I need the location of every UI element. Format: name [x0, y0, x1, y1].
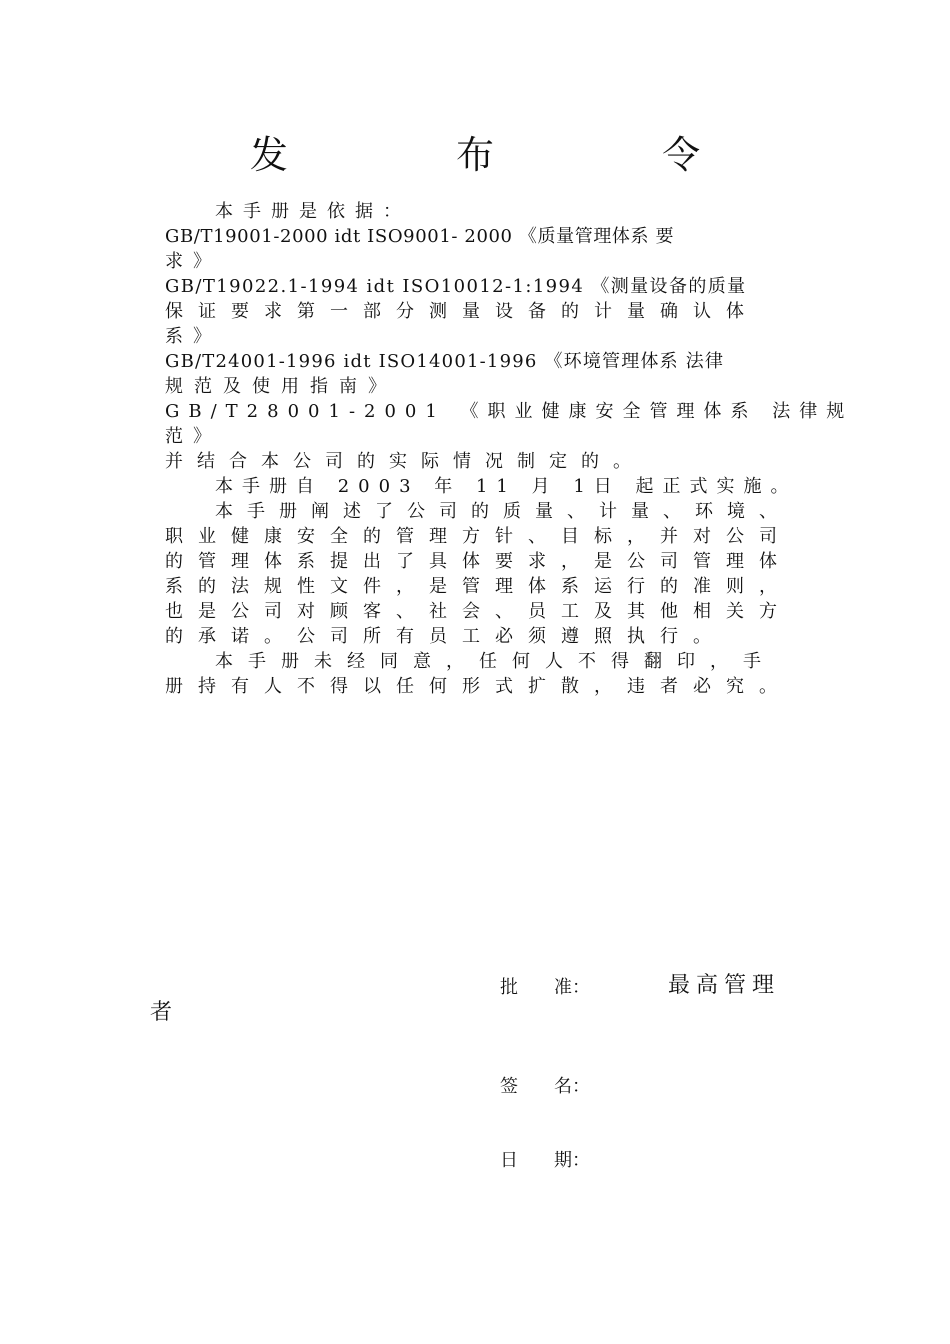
body-line-standard-4-cont: 范》 [165, 426, 221, 447]
body-line-para-1: 本手册阐述了公司的质量、计量、环境、 [215, 501, 791, 522]
body-line-para-5: 也是公司对顾客、社会、员工及其他相关方 [165, 601, 792, 622]
body-line-para-4: 系的法规性文件，是管理体系运行的准则， [165, 576, 792, 597]
approval-label: 批 准： [500, 977, 590, 998]
body-line-effective-date: 本手册自 2003 年 11 月 1日 起正式实施。 [215, 476, 798, 497]
body-line-standard-2-cont: 保证要求第一部分测量设备的计量确认体 [165, 301, 759, 322]
body-line-standard-1-cont: 求》 [165, 251, 221, 272]
body-line-standard-3: GB/T24001-1996 idt ISO14001-1996 《环境管理体系 法律 [165, 351, 725, 372]
approval-value: 最高管理 [668, 973, 781, 998]
body-line-standard-3-cont: 规范及使用指南》 [165, 376, 397, 397]
signature-label: 签 名： [500, 1076, 590, 1097]
date-label: 日 期： [500, 1150, 590, 1171]
body-line-standard-4: GB/T28001-2001 《职业健康安全管理体系 法律规 [165, 401, 854, 422]
body-line-intro: 本手册是依据： [215, 201, 411, 222]
body-line-combined: 并结合本公司的实际情况制定的。 [165, 451, 645, 472]
body-line-para-6: 的承诺。公司所有员工必须遵照执行。 [165, 626, 726, 647]
body-line-para-7: 本手册未经同意，任何人不得翻印，手 [215, 651, 776, 672]
body-line-standard-1: GB/T19001-2000 idt ISO9001- 2000 《质量管理体系 要 [165, 226, 675, 247]
body-line-para-2: 职业健康安全的管理方针、目标，并对公司 [165, 526, 792, 547]
body-line-standard-2: GB/T19022.1-1994 idt ISO10012-1:1994 《测量设备的质量 [165, 276, 747, 297]
body-line-para-8: 册持有人不得以任何形式扩散，违者必究。 [165, 676, 792, 697]
approval-value-wrap: 者 [150, 1000, 179, 1025]
page-title: 发 布 令 [249, 133, 779, 177]
body-line-standard-2-end: 系》 [165, 326, 221, 347]
body-line-para-3: 的管理体系提出了具体要求，是公司管理体 [165, 551, 792, 572]
